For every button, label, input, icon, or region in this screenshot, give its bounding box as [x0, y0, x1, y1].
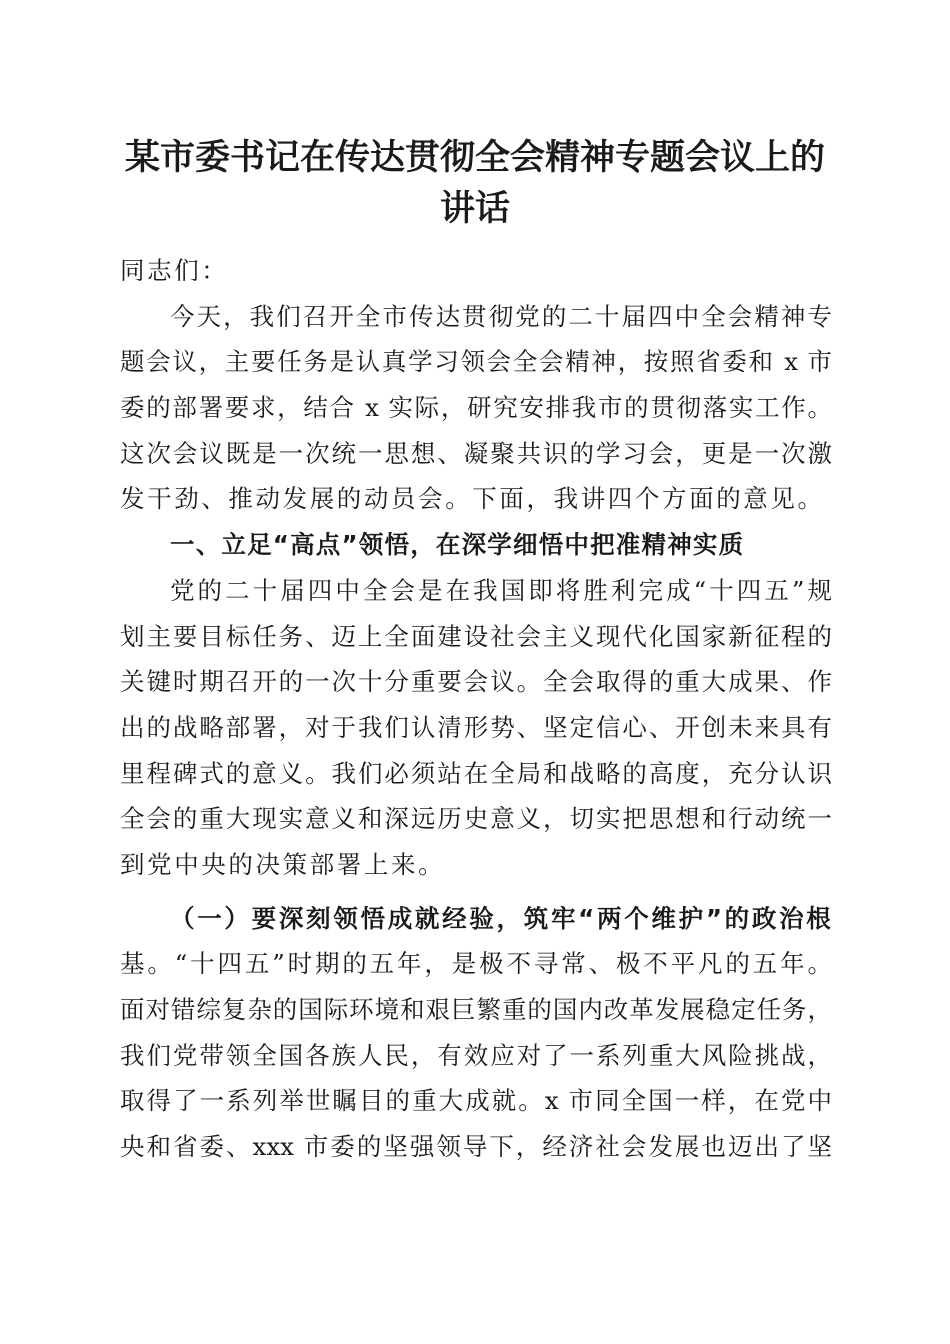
document-title-line-2: 讲话 — [439, 188, 510, 229]
paragraph-line: 关键时期召开的一次十分重要会议。全会取得的重大成果、作 — [120, 667, 832, 697]
paragraph-line: 取得了一系列举世瞩目的重大成就。x 市同全国一样，在党中 — [120, 1086, 832, 1116]
paragraph-line: 委的部署要求，结合 x 实际，研究安排我市的贯彻落实工作。 — [120, 393, 832, 423]
document-title-line-1: 某市委书记在传达贯彻全会精神专题会议上的 — [124, 137, 825, 178]
paragraph-line: 我们党带领全国各族人民，有效应对了一系列重大风险挑战， — [120, 1040, 832, 1070]
paragraph-gap — [120, 888, 832, 896]
document-body — [120, 248, 832, 1170]
paragraph-line: 题会议，主要任务是认真学习领会全会精神，按照省委和 x 市 — [120, 347, 832, 377]
paragraph-line: 全会的重大现实意义和深远历史意义，切实把思想和行动统一 — [120, 804, 832, 834]
paragraph-line: 里程碑式的意义。我们必须站在全局和战略的高度，充分认识 — [120, 758, 832, 788]
paragraph-line: 基。“十四五”时期的五年，是极不寻常、极不平凡的五年。 — [120, 949, 832, 979]
paragraph-line: 发干劲、推动发展的动员会。下面，我讲四个方面的意见。 — [120, 484, 825, 514]
paragraph-line: 面对错综复杂的国际环境和艰巨繁重的国内改革发展稳定任务， — [120, 995, 832, 1024]
paragraph-line: 划主要目标任务、迈上全面建设社会主义现代化国家新征程的 — [120, 621, 832, 651]
paragraph-line: 今天，我们召开全市传达贯彻党的二十届四中全会精神专 — [170, 301, 832, 331]
paragraph-line: 央和省委、xxx 市委的坚强领导下，经济社会发展也迈出了坚 — [120, 1132, 832, 1162]
section-heading: 一、立足“高点”领悟，在深学细悟中把准精神实质 — [170, 530, 745, 560]
salutation: 同志们： — [120, 256, 229, 285]
subsection-heading: （一）要深刻领悟成就经验，筑牢“两个维护”的政治根 — [170, 903, 832, 933]
paragraph-line: 出的战略部署，对于我们认清形势、坚定信心、开创未来具有 — [120, 712, 832, 742]
paragraph-line: 到党中央的决策部署上来。 — [120, 849, 446, 879]
paragraph-line: 这次会议既是一次统一思想、凝聚共识的学习会，更是一次激 — [120, 438, 832, 468]
paragraph-line: 党的二十届四中全会是在我国即将胜利完成“十四五”规 — [170, 575, 832, 605]
